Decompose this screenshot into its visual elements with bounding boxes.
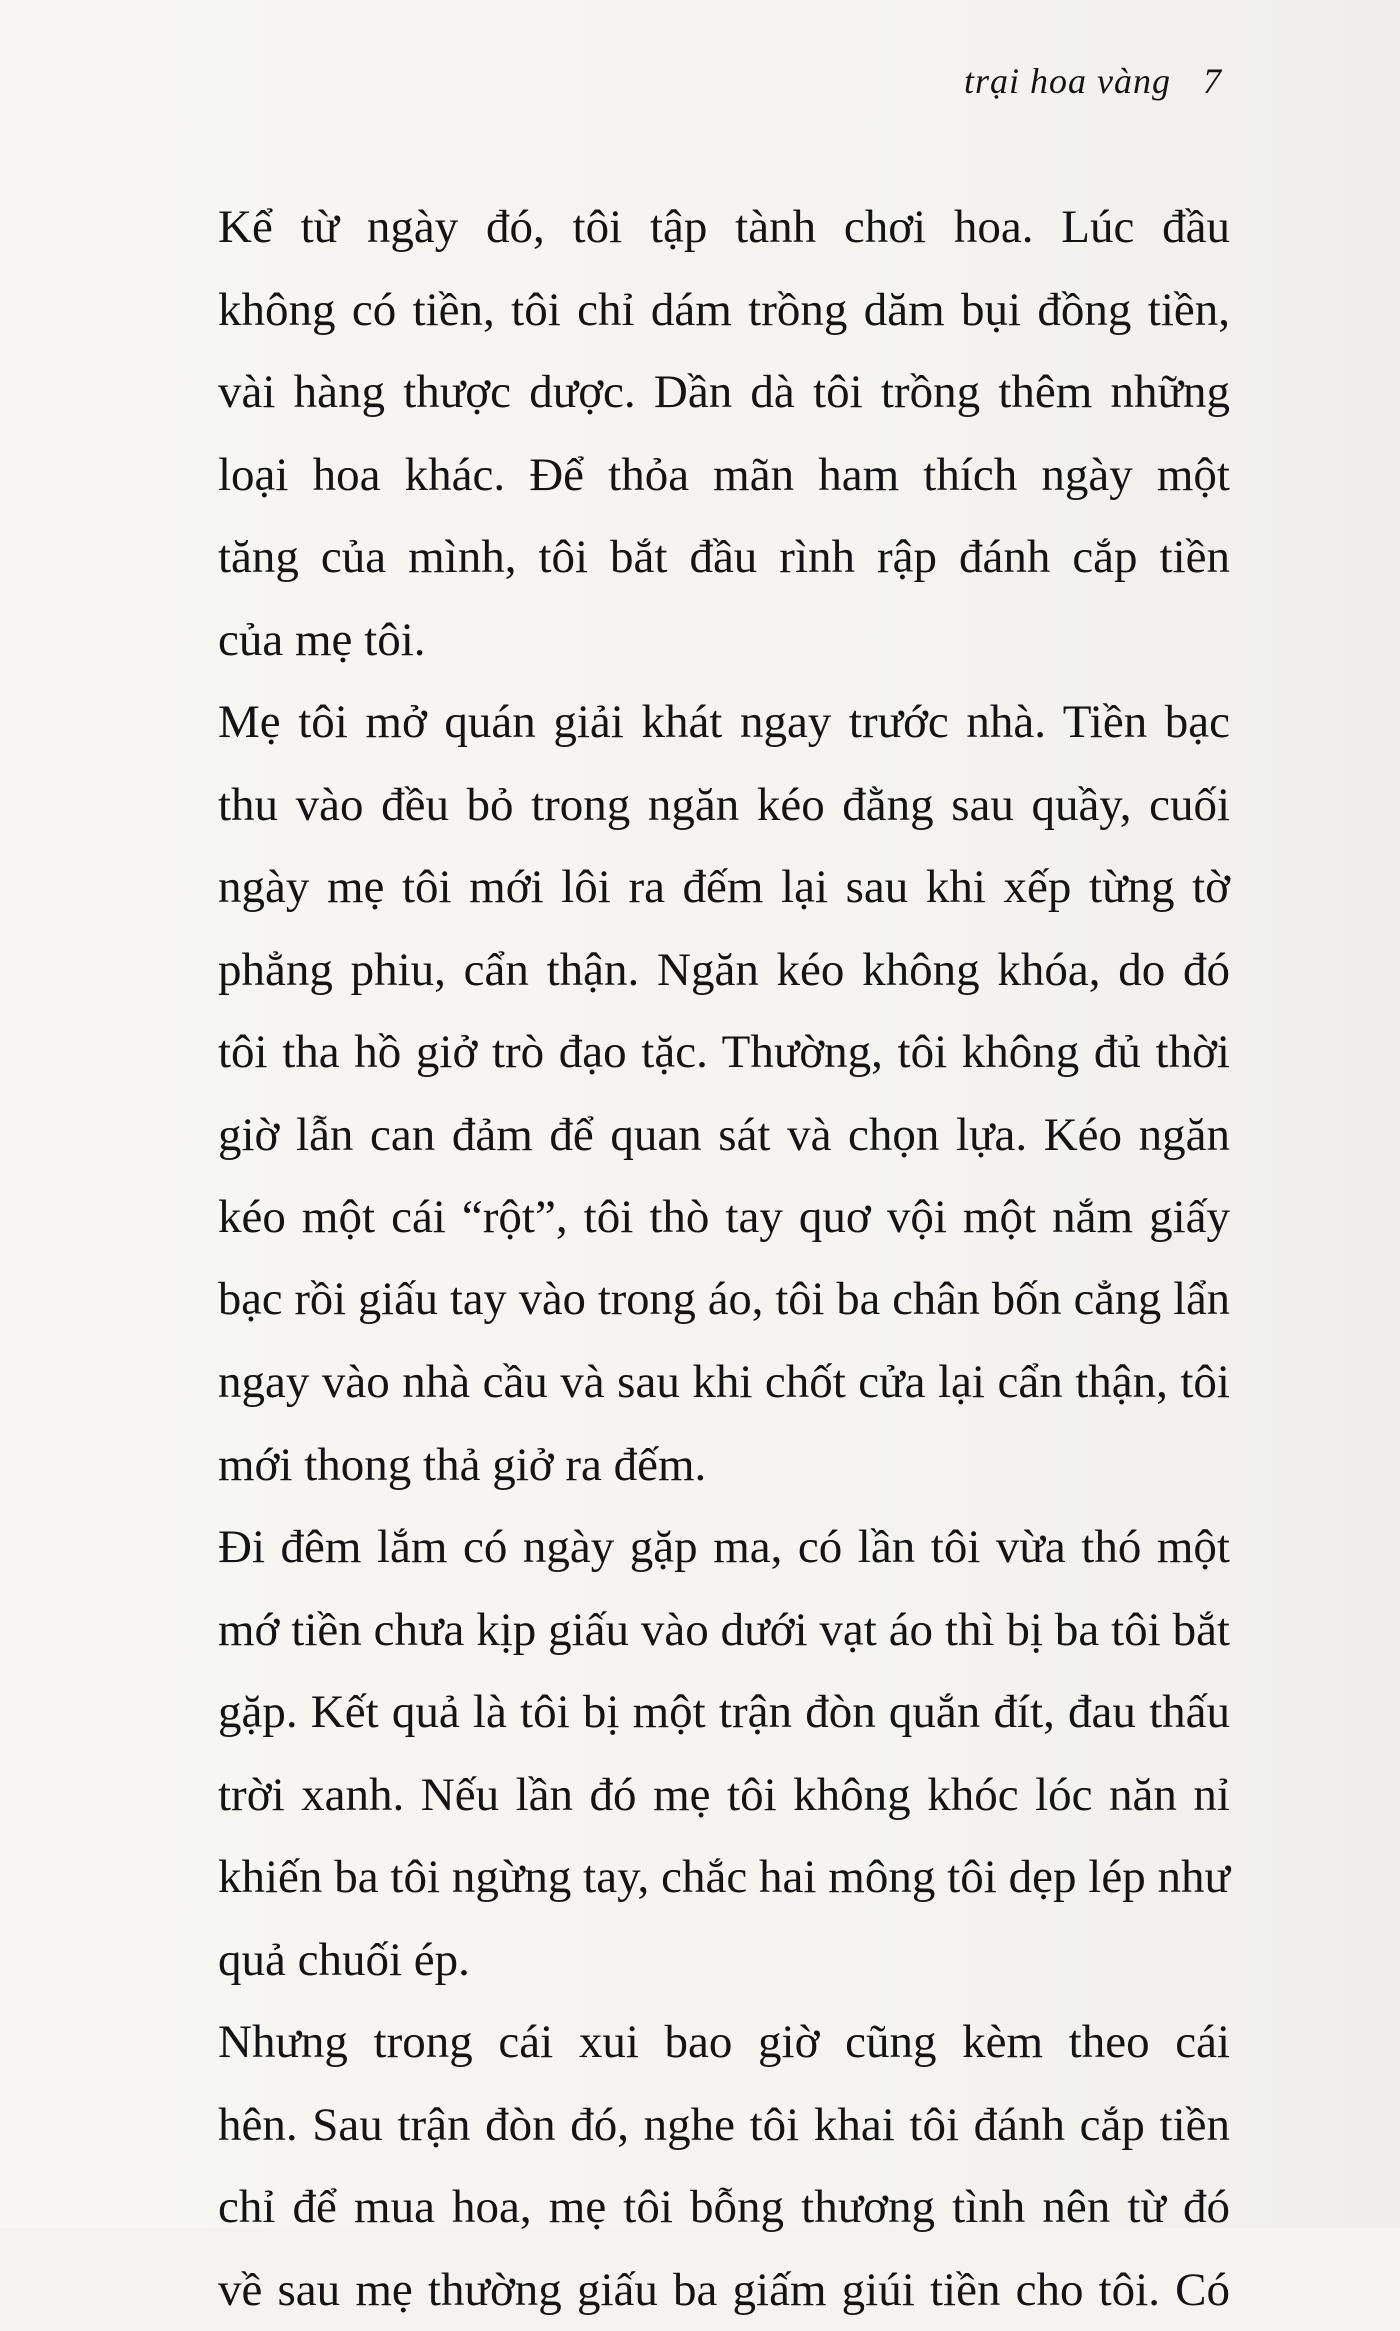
text-line: tăng của mình, tôi bắt đầu rình rập đánh cắp tiền xyxy=(218,516,1230,599)
text-line: Kể từ ngày đó, tôi tập tành chơi hoa. Lúc đầu xyxy=(218,186,1230,269)
text-line: của mẹ tôi. xyxy=(218,599,1230,682)
text-line: chỉ để mua hoa, mẹ tôi bỗng thương tình nên từ đó xyxy=(218,2166,1230,2249)
body-text xyxy=(218,186,1230,2331)
text-line: thu vào đều bỏ trong ngăn kéo đằng sau quầy, cuối xyxy=(218,764,1230,847)
text-line: trời xanh. Nếu lần đó mẹ tôi không khóc lóc năn nỉ xyxy=(218,1754,1230,1837)
text-line: mới thong thả giở ra đếm. xyxy=(218,1424,1230,1507)
text-line: giờ lẫn can đảm để quan sát và chọn lựa. Kéo ngăn xyxy=(218,1094,1230,1177)
text-line: kéo một cái “rột”, tôi thò tay quơ vội một nắm giấy xyxy=(218,1176,1230,1259)
paragraph-1 xyxy=(218,186,1230,681)
running-title: trại hoa vàng xyxy=(964,61,1171,101)
text-line: quả chuối ép. xyxy=(218,1919,1230,2002)
text-line: Mẹ tôi mở quán giải khát ngay trước nhà. Tiền bạc xyxy=(218,681,1230,764)
text-line: bạc rồi giấu tay vào trong áo, tôi ba chân bốn cẳng lẩn xyxy=(218,1259,1230,1342)
running-header xyxy=(964,60,1222,102)
text-line: về sau mẹ thường giấu ba giấm giúi tiền cho tôi. Có xyxy=(218,2249,1230,2331)
text-line: hên. Sau trận đòn đó, nghe tôi khai tôi đánh cắp tiền xyxy=(218,2084,1230,2167)
paragraph-2 xyxy=(218,681,1230,1506)
text-line: vài hàng thược dược. Dần dà tôi trồng thêm những xyxy=(218,351,1230,434)
text-line: ngay vào nhà cầu và sau khi chốt cửa lại cẩn thận, tôi xyxy=(218,1341,1230,1424)
paragraph-4 xyxy=(218,2001,1230,2331)
text-line: Nhưng trong cái xui bao giờ cũng kèm theo cái xyxy=(218,2001,1230,2084)
text-line: ngày mẹ tôi mới lôi ra đếm lại sau khi xếp từng tờ xyxy=(218,846,1230,929)
paragraph-3 xyxy=(218,1506,1230,2001)
text-line: mớ tiền chưa kịp giấu vào dưới vạt áo thì bị ba tôi bắt xyxy=(218,1589,1230,1672)
text-line: không có tiền, tôi chỉ dám trồng dăm bụi đồng tiền, xyxy=(218,269,1230,352)
page-number: 7 xyxy=(1203,61,1222,101)
text-line: khiến ba tôi ngừng tay, chắc hai mông tôi dẹp lép như xyxy=(218,1836,1230,1919)
text-line: Đi đêm lắm có ngày gặp ma, có lần tôi vừa thó một xyxy=(218,1506,1230,1589)
text-line: phẳng phiu, cẩn thận. Ngăn kéo không khóa, do đó xyxy=(218,929,1230,1012)
text-line: gặp. Kết quả là tôi bị một trận đòn quắn đít, đau thấu xyxy=(218,1671,1230,1754)
text-line: tôi tha hồ giở trò đạo tặc. Thường, tôi không đủ thời xyxy=(218,1011,1230,1094)
text-line: loại hoa khác. Để thỏa mãn ham thích ngày một xyxy=(218,434,1230,517)
